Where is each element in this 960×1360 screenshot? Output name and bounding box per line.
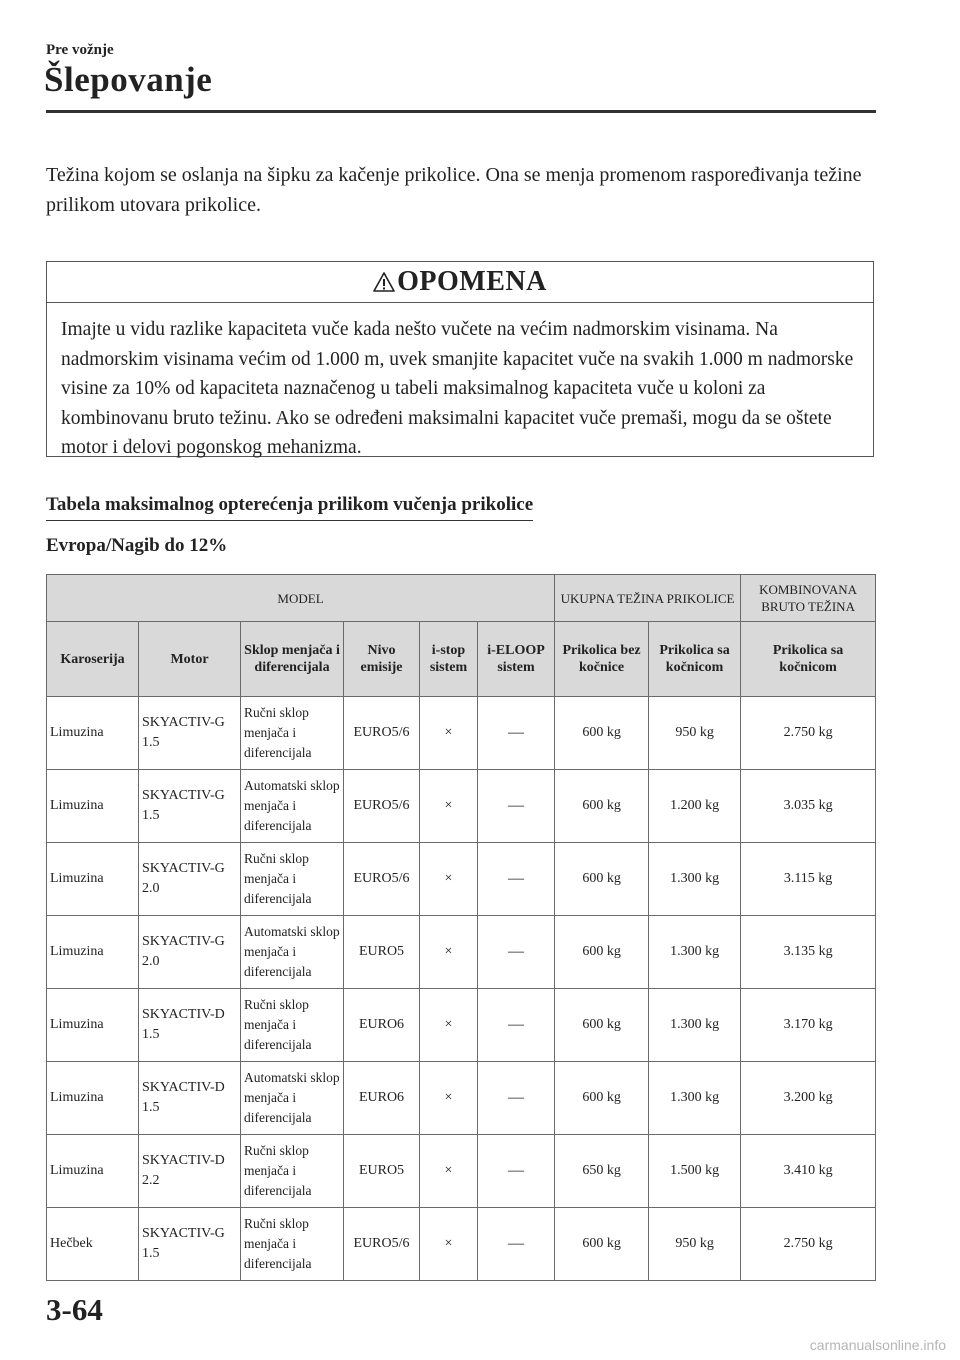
warning-header (47, 262, 873, 303)
cell-unbraked: 600 kg (555, 697, 649, 770)
col-header-ieloop: i-ELOOP sistem (478, 622, 555, 697)
cell-engine: SKYACTIV-G 1.5 (139, 770, 241, 843)
cell-body: Limuzina (47, 1062, 139, 1135)
cell-ieloop: — (478, 1208, 555, 1281)
cell-istop: × (420, 1062, 478, 1135)
section-label: Pre vožnje (46, 42, 114, 58)
cell-engine: SKYACTIV-G 2.0 (139, 843, 241, 916)
cell-gearbox: Automatski sklop menjača i diferencijala (241, 1062, 344, 1135)
cell-braked: 1.300 kg (649, 989, 741, 1062)
cell-istop: × (420, 1135, 478, 1208)
cell-braked: 1.500 kg (649, 1135, 741, 1208)
cell-engine: SKYACTIV-G 2.0 (139, 916, 241, 989)
cell-unbraked: 600 kg (555, 1062, 649, 1135)
cell-engine: SKYACTIV-D 1.5 (139, 1062, 241, 1135)
title-divider (46, 110, 876, 113)
cell-body: Limuzina (47, 989, 139, 1062)
warning-body: Imajte u vidu razlike kapaciteta vuče kada nešto vučete na većim nadmorskim visinama. Na nadmorskim visinama većim od 1.000 m, uvek smanjite kapacitet vuče na svakih 1.000 m nadmorske visine za 10% od kapaciteta naznačenog u tabeli maksimalnog kapaciteta vuče u koloni za kombinovanu bruto težinu. Ako se određeni maksimalni kapacitet vuče premaši, mogu da se oštete motor i delovi pogonskog mehanizma. (61, 319, 854, 458)
cell-engine: SKYACTIV-D 1.5 (139, 989, 241, 1062)
table-row (47, 1062, 876, 1135)
cell-emission: EURO5/6 (344, 1208, 420, 1281)
col-header-braked: Prikolica sa kočnicom (649, 622, 741, 697)
table-row (47, 1208, 876, 1281)
cell-body: Limuzina (47, 697, 139, 770)
cell-ieloop: — (478, 916, 555, 989)
cell-ieloop: — (478, 697, 555, 770)
towing-load-table (46, 574, 876, 1281)
cell-combined: 3.135 kg (741, 916, 876, 989)
cell-emission: EURO5 (344, 916, 420, 989)
cell-istop: × (420, 843, 478, 916)
cell-body: Limuzina (47, 916, 139, 989)
cell-ieloop: — (478, 1135, 555, 1208)
table-row (47, 697, 876, 770)
cell-ieloop: — (478, 1062, 555, 1135)
col-header-unbraked: Prikolica bez kočnice (555, 622, 649, 697)
table-row (47, 916, 876, 989)
cell-braked: 1.300 kg (649, 843, 741, 916)
cell-combined: 3.115 kg (741, 843, 876, 916)
cell-unbraked: 650 kg (555, 1135, 649, 1208)
table-row (47, 843, 876, 916)
cell-engine: SKYACTIV-G 1.5 (139, 1208, 241, 1281)
page-number: 3-64 (46, 1292, 103, 1327)
cell-istop: × (420, 770, 478, 843)
cell-combined: 3.200 kg (741, 1062, 876, 1135)
cell-braked: 1.300 kg (649, 1062, 741, 1135)
cell-emission: EURO5/6 (344, 843, 420, 916)
cell-braked: 1.200 kg (649, 770, 741, 843)
col-header-body: Karoserija (47, 622, 139, 697)
cell-combined: 3.035 kg (741, 770, 876, 843)
col-header-combined: Prikolica sa kočnicom (741, 622, 876, 697)
cell-istop: × (420, 916, 478, 989)
table-subheading: Evropa/Nagib do 12% (46, 535, 228, 556)
cell-unbraked: 600 kg (555, 1208, 649, 1281)
table-row (47, 989, 876, 1062)
cell-gearbox: Ručni sklop menjača i diferencijala (241, 843, 344, 916)
cell-gearbox: Automatski sklop menjača i diferencijala (241, 770, 344, 843)
header-total-weight: UKUPNA TEŽINA PRIKOLICE (555, 575, 741, 622)
cell-gearbox: Ručni sklop menjača i diferencijala (241, 1208, 344, 1281)
cell-unbraked: 600 kg (555, 843, 649, 916)
cell-combined: 3.410 kg (741, 1135, 876, 1208)
cell-combined: 3.170 kg (741, 989, 876, 1062)
warning-triangle-icon (373, 271, 395, 293)
cell-emission: EURO5/6 (344, 697, 420, 770)
intro-paragraph: Težina kojom se oslanja na šipku za kačenje prikolice. Ona se menja promenom raspoređivanja težine prilikom utovara prikolice. (46, 164, 862, 216)
col-header-istop: i-stop sistem (420, 622, 478, 697)
warning-title: OPOMENA (397, 266, 547, 297)
cell-engine: SKYACTIV-G 1.5 (139, 697, 241, 770)
watermark: carmanualsonline.info (809, 1337, 946, 1353)
cell-body: Limuzina (47, 843, 139, 916)
cell-gearbox: Ručni sklop menjača i diferencijala (241, 697, 344, 770)
table-heading: Tabela maksimalnog opterećenja prilikom vučenja prikolice (46, 494, 533, 521)
cell-istop: × (420, 1208, 478, 1281)
cell-gearbox: Automatski sklop menjača i diferencijala (241, 916, 344, 989)
cell-unbraked: 600 kg (555, 770, 649, 843)
warning-box (46, 261, 874, 457)
cell-body: Hečbek (47, 1208, 139, 1281)
cell-unbraked: 600 kg (555, 989, 649, 1062)
cell-braked: 950 kg (649, 1208, 741, 1281)
cell-ieloop: — (478, 989, 555, 1062)
col-header-emission: Nivo emisije (344, 622, 420, 697)
cell-ieloop: — (478, 843, 555, 916)
header-combined-weight: KOMBINOVANA BRUTO TEŽINA (741, 575, 876, 622)
cell-engine: SKYACTIV-D 2.2 (139, 1135, 241, 1208)
cell-body: Limuzina (47, 770, 139, 843)
cell-gearbox: Ručni sklop menjača i diferencijala (241, 1135, 344, 1208)
col-header-engine: Motor (139, 622, 241, 697)
cell-combined: 2.750 kg (741, 1208, 876, 1281)
col-header-gearbox: Sklop menjača i diferencijala (241, 622, 344, 697)
cell-emission: EURO6 (344, 989, 420, 1062)
table-row (47, 770, 876, 843)
cell-combined: 2.750 kg (741, 697, 876, 770)
cell-unbraked: 600 kg (555, 916, 649, 989)
cell-emission: EURO5 (344, 1135, 420, 1208)
cell-ieloop: — (478, 770, 555, 843)
table-row (47, 1135, 876, 1208)
cell-emission: EURO5/6 (344, 770, 420, 843)
cell-body: Limuzina (47, 1135, 139, 1208)
cell-istop: × (420, 989, 478, 1062)
cell-emission: EURO6 (344, 1062, 420, 1135)
cell-braked: 950 kg (649, 697, 741, 770)
page-title: Šlepovanje (44, 60, 213, 99)
cell-braked: 1.300 kg (649, 916, 741, 989)
cell-gearbox: Ručni sklop menjača i diferencijala (241, 989, 344, 1062)
header-model: MODEL (47, 575, 555, 622)
cell-istop: × (420, 697, 478, 770)
